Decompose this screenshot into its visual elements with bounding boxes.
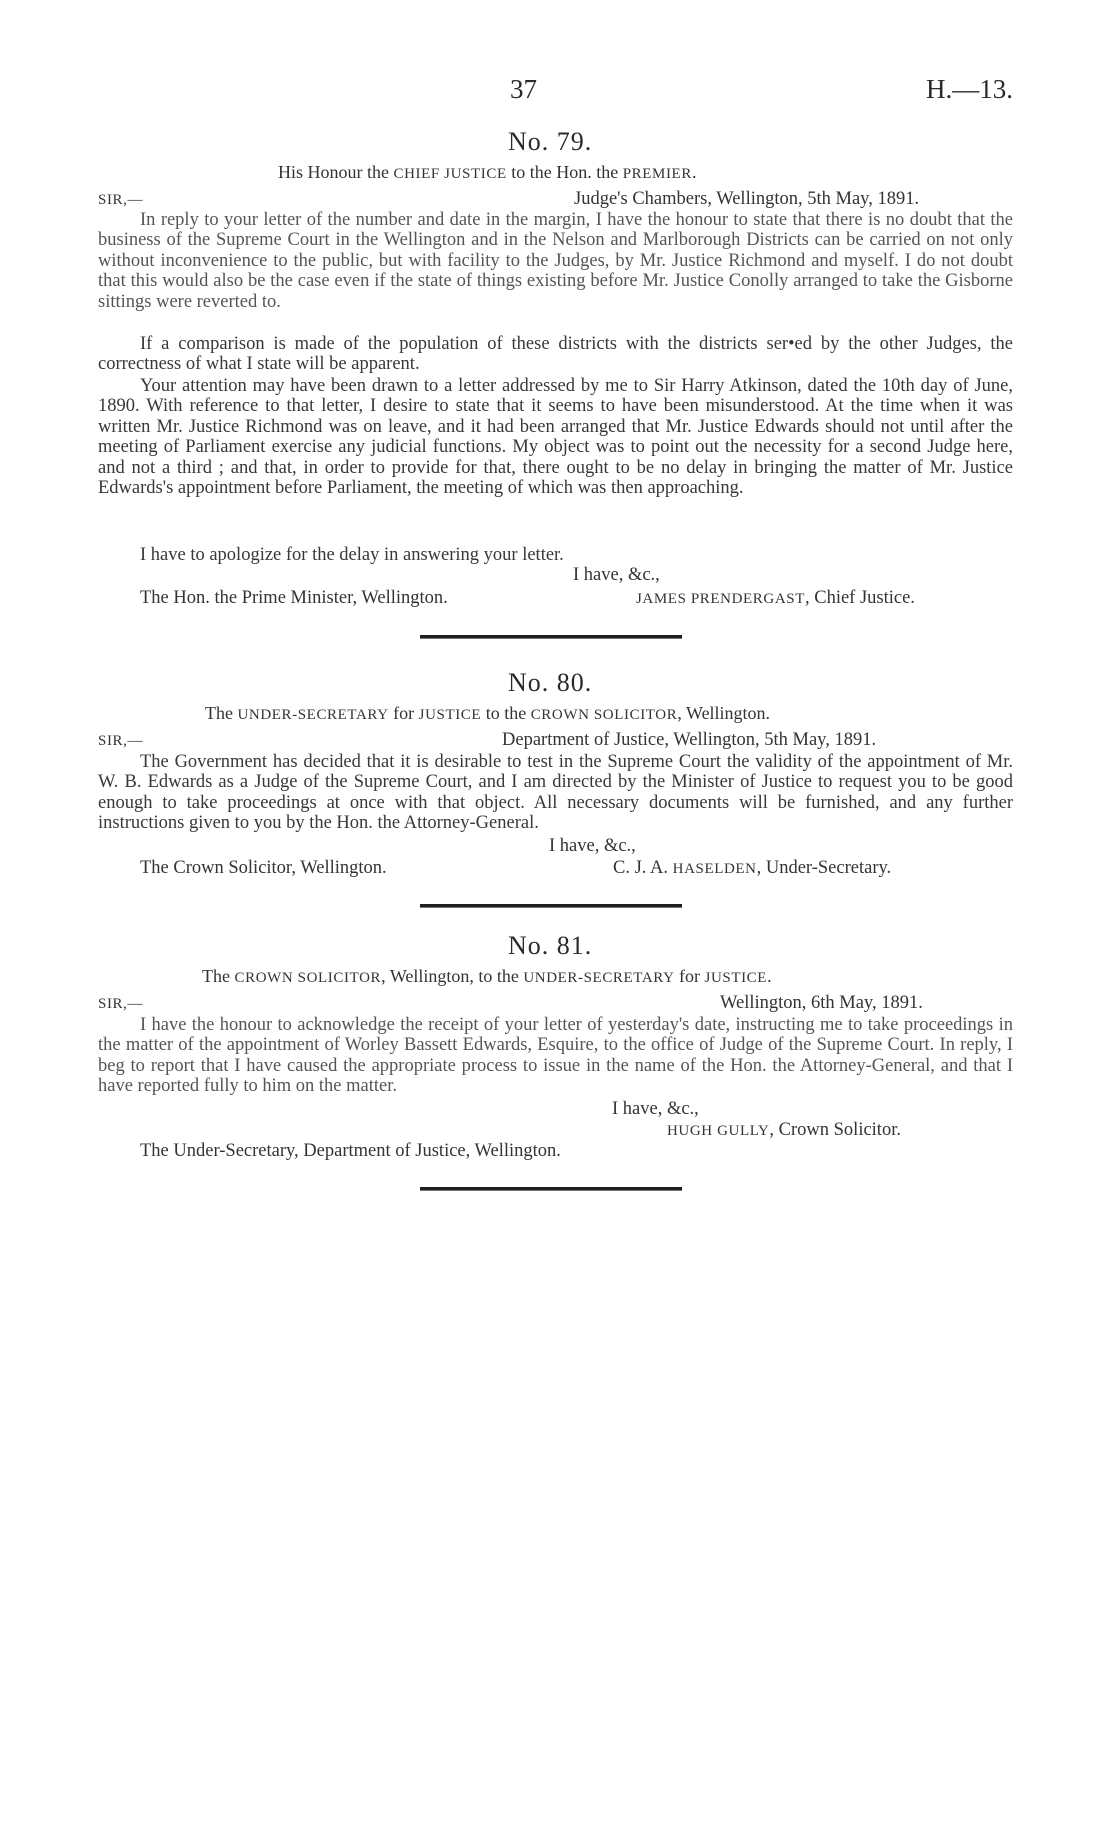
letter-number: No. 80. xyxy=(508,668,593,697)
dateline: Judge's Chambers, Wellington, 5th May, 1891. xyxy=(574,189,920,209)
subtitle-smallcaps: PREMIER xyxy=(622,166,692,182)
subtitle-text: . xyxy=(691,162,697,182)
salutation: SIR,— xyxy=(98,996,144,1012)
subtitle-text: His Honour the xyxy=(278,162,394,182)
closing: I have, &c., xyxy=(549,836,636,856)
closing: I have, &c., xyxy=(573,565,660,585)
divider-rule xyxy=(420,904,682,907)
paragraph: The Government has decided that it is desirable to test in the Supreme Court the validity of the appointment of Mr. W. B. Edwards as a Judge of the Supreme Court, and I am directed by the Minister of Justice to request you to be good enough to take proceedings at once with that object. All necessary documents will be furnished, and any further instructions given to you by the Hon. the Attorney-General. xyxy=(98,752,1013,834)
paragraph: I have to apologize for the delay in answering your letter. xyxy=(140,545,564,565)
paragraph: If a comparison is made of the population of these districts with the districts ser•ed by the other Judges, the correctness of what I state will be apparent. xyxy=(98,334,1013,375)
salutation: SIR,— xyxy=(98,733,144,749)
paragraph: In reply to your letter of the number and date in the margin, I have the honour to state that there is no doubt that the business of the Supreme Court in the Wellington and in the Nelson and Marlborough Districts can be carried on not only without inconvenience to the public, but with facility to the Judges, by Mr. Justice Richmond and myself. I do not doubt that this would also be the case even if the state of things existing before Mr. Justice Conolly arranged to take the Gisborne sittings were reverted to. xyxy=(98,210,1013,312)
addressee: The Hon. the Prime Minister, Wellington. xyxy=(140,588,448,608)
dateline: Wellington, 6th May, 1891. xyxy=(720,993,923,1013)
paragraph: I have the honour to acknowledge the receipt of your letter of yesterday's date, instructing me to take proceedings in the matter of the appointment of Worley Bassett Edwards, Esquire, to the office of Judge of the Supreme Court. In reply, I beg to report that I have caused the appropriate process to issue in the name of the Hon. the Attorney-General, and that I have reported fully to him on the matter. xyxy=(98,1015,1013,1097)
paper-reference: H.—13. xyxy=(926,74,1013,104)
closing: I have, &c., xyxy=(612,1099,699,1119)
dateline: Department of Justice, Wellington, 5th May, 1891. xyxy=(502,730,877,750)
addressee: The Under-Secretary, Department of Justice, Wellington. xyxy=(140,1141,561,1161)
addressee: The Crown Solicitor, Wellington. xyxy=(140,858,387,878)
subtitle-smallcaps: CHIEF JUSTICE xyxy=(393,166,507,182)
page-number: 37 xyxy=(510,74,537,104)
divider-rule xyxy=(420,635,682,638)
signature: JAMES PRENDERGAST, Chief Justice. xyxy=(636,588,915,608)
letter-number: No. 79. xyxy=(508,127,593,156)
letter-subtitle xyxy=(278,162,696,183)
paragraph: Your attention may have been drawn to a letter addressed by me to Sir Harry Atkinson, dated the 10th day of June, 1890. With reference to that letter, I desire to state that it seems to have been misunderstood. At the time when it was written Mr. Justice Richmond was on leave, and it had been arranged that Mr. Justice Edwards should not until after the meeting of Parliament exercise any judicial functions. My object was to point out the necessity for a second Judge here, and not a third ; and that, in order to provide for that, there ought to be no delay in bringing the matter of Mr. Justice Edwards's appointment before Parliament, the meeting of which was then approaching. xyxy=(98,376,1013,499)
salutation: SIR,— xyxy=(98,192,144,208)
subtitle-text: to the Hon. the xyxy=(506,162,623,182)
divider-rule xyxy=(420,1187,682,1190)
letter-subtitle: The CROWN SOLICITOR, Wellington, to the UNDER-SECRETARY for JUSTICE. xyxy=(202,966,772,986)
letter-number: No. 81. xyxy=(508,931,593,960)
signature: C. J. A. HASELDEN, Under-Secretary. xyxy=(613,858,892,878)
signature: HUGH GULLY, Crown Solicitor. xyxy=(667,1120,901,1140)
letter-subtitle: The UNDER-SECRETARY for JUSTICE to the CROWN SOLICITOR, Wellington. xyxy=(205,703,771,723)
